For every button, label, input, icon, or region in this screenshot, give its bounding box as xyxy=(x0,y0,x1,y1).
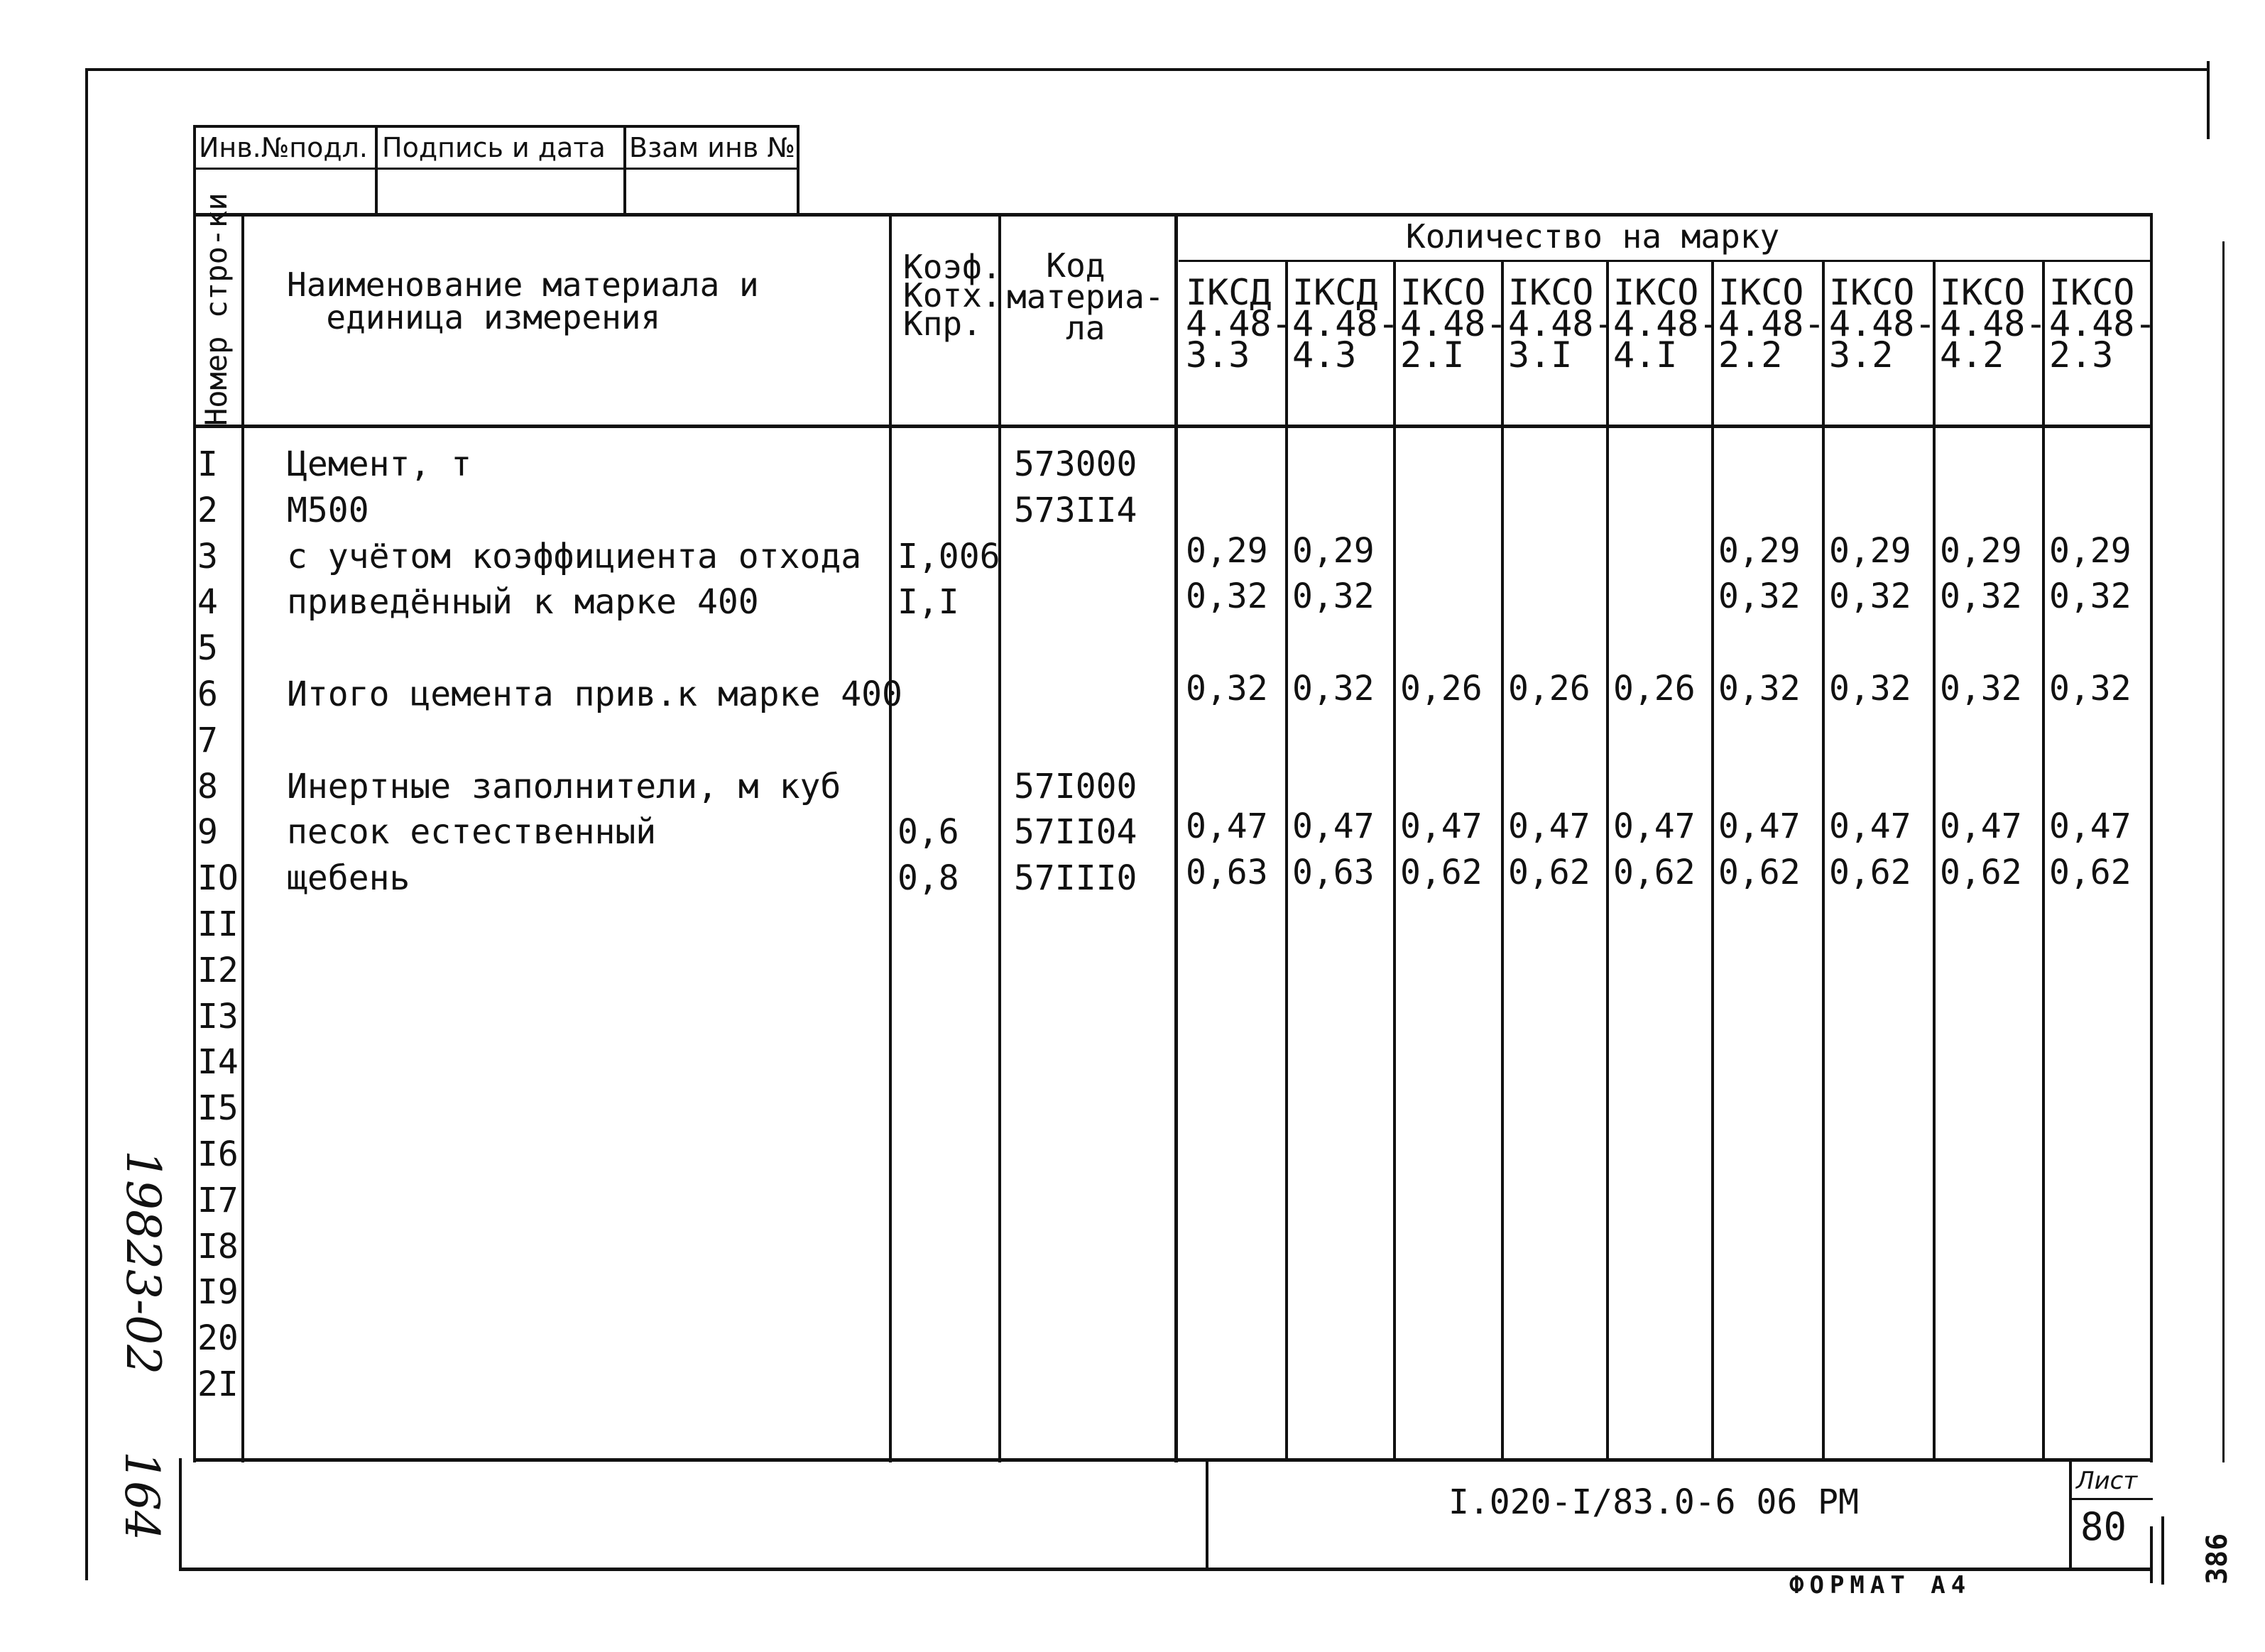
material-name: Инертные заполнители, м куб xyxy=(287,766,841,806)
album-page-number: 386 xyxy=(2201,1533,2234,1585)
quantity-value: 0,29 xyxy=(2049,530,2132,571)
coef-value: 0,6 xyxy=(897,812,959,853)
mark-column-line xyxy=(2042,260,2045,1461)
quantity-value: 0,47 xyxy=(1400,806,1483,847)
material-name: щебень xyxy=(287,858,410,899)
quantity-value: 0,29 xyxy=(1718,530,1801,571)
quantity-value: 0,32 xyxy=(1829,576,1911,617)
material-code: 57III0 xyxy=(1014,858,1137,899)
album-page-divider xyxy=(2161,1516,2164,1585)
row-number: 7 xyxy=(197,720,218,760)
row-number: II xyxy=(197,904,239,944)
material-code: 573II4 xyxy=(1014,490,1137,530)
mark-header: IКСД 4.48- 3.3 xyxy=(1186,272,1293,376)
row-number: 2 xyxy=(197,490,218,530)
sheet-frame-left xyxy=(85,68,88,1580)
handwritten-number: 19823-02 xyxy=(116,1150,170,1375)
row-number: 20 xyxy=(197,1318,239,1359)
row-number: 3 xyxy=(197,536,218,576)
sheet-frame-right-2 xyxy=(2222,241,2225,1462)
quantity-value: 0,47 xyxy=(1186,806,1268,847)
document-code: I.020-I/83.0-6 06 РМ xyxy=(1448,1482,1859,1522)
quantity-value: 0,62 xyxy=(1718,853,1801,893)
header-row-number: Номер стро-ки xyxy=(199,192,234,426)
material-name: Цемент, т xyxy=(287,444,472,484)
coef-value: 0,8 xyxy=(897,858,959,899)
quantity-value: 0,62 xyxy=(1613,853,1696,893)
quantity-value: 0,47 xyxy=(1613,806,1696,847)
quantity-value: 0,62 xyxy=(1829,853,1911,893)
quantity-value: 0,32 xyxy=(1829,669,1911,709)
quantity-value: 0,32 xyxy=(1718,669,1801,709)
row-number: 5 xyxy=(197,628,218,669)
quantity-value: 0,32 xyxy=(1292,669,1375,709)
quantity-value: 0,63 xyxy=(1186,853,1268,893)
mark-column-line xyxy=(1822,260,1825,1461)
handwritten-page: 164 xyxy=(114,1451,169,1541)
mark-column-line xyxy=(1606,260,1609,1461)
material-name: М500 xyxy=(287,490,369,530)
row-number: I6 xyxy=(197,1134,239,1174)
mark-header: IКСО 4.48- 3.I xyxy=(1508,272,1615,376)
row-number: 4 xyxy=(197,582,218,623)
mark-column-line xyxy=(1711,260,1714,1461)
quantity-value: 0,47 xyxy=(1829,806,1911,847)
quantity-value: 0,47 xyxy=(1292,806,1375,847)
quantity-value: 0,32 xyxy=(1940,669,2022,709)
coef-value: I,I xyxy=(897,582,959,623)
quantity-value: 0,62 xyxy=(1940,853,2022,893)
stamp-signature-date: Подпись и дата xyxy=(382,132,606,163)
row-number: 2I xyxy=(197,1364,239,1404)
material-name: Итого цемента прив.к марке 400 xyxy=(287,674,902,714)
mark-header: IКСО 4.48- 2.3 xyxy=(2049,272,2156,376)
quantity-value: 0,62 xyxy=(1400,853,1483,893)
row-number: I7 xyxy=(197,1180,239,1220)
mark-column-line xyxy=(1501,260,1504,1461)
quantity-value: 0,47 xyxy=(1718,806,1801,847)
row-number: I4 xyxy=(197,1042,239,1083)
mark-column-line xyxy=(1933,260,1936,1461)
quantity-value: 0,29 xyxy=(1829,530,1911,571)
mark-column-line xyxy=(1393,260,1396,1461)
quantity-value: 0,32 xyxy=(1186,576,1268,617)
sheet-number: 80 xyxy=(2080,1504,2127,1549)
row-number: I xyxy=(197,444,218,484)
quantity-value: 0,32 xyxy=(2049,669,2132,709)
mark-header: IКСО 4.48- 4.I xyxy=(1613,272,1720,376)
header-code: Код материа- ла xyxy=(1007,246,1164,347)
quantity-value: 0,62 xyxy=(1508,853,1590,893)
material-code: 573000 xyxy=(1014,444,1137,484)
sheet-label: Лист xyxy=(2076,1467,2138,1495)
quantity-value: 0,29 xyxy=(1186,530,1268,571)
row-number: I5 xyxy=(197,1088,239,1129)
mark-header: IКСО 4.48- 4.2 xyxy=(1940,272,2047,376)
row-number: 9 xyxy=(197,812,218,853)
row-number: I9 xyxy=(197,1272,239,1313)
header-material-name: Наименование материала и единица измерения xyxy=(287,266,759,337)
quantity-value: 0,63 xyxy=(1292,853,1375,893)
mark-header: IКСД 4.48- 4.3 xyxy=(1292,272,1399,376)
row-number: IO xyxy=(197,858,239,899)
format-label: ФОРМАТ А4 xyxy=(1789,1571,1972,1599)
quantity-value: 0,32 xyxy=(1940,576,2022,617)
quantity-value: 0,29 xyxy=(1940,530,2022,571)
material-code: 57II04 xyxy=(1014,812,1137,853)
quantity-value: 0,26 xyxy=(1508,669,1590,709)
mark-header: IКСО 4.48- 2.I xyxy=(1400,272,1507,376)
row-number: I8 xyxy=(197,1226,239,1267)
quantity-value: 0,29 xyxy=(1292,530,1375,571)
sheet-frame-top xyxy=(85,68,2208,71)
mark-header: IКСО 4.48- 3.2 xyxy=(1829,272,1936,376)
header-quantity: Количество на марку xyxy=(1406,217,1780,256)
quantity-value: 0,62 xyxy=(2049,853,2132,893)
material-code: 57I000 xyxy=(1014,766,1137,806)
quantity-value: 0,32 xyxy=(1292,576,1375,617)
quantity-value: 0,47 xyxy=(1508,806,1590,847)
row-number: 6 xyxy=(197,674,218,714)
quantity-value: 0,32 xyxy=(1718,576,1801,617)
quantity-value: 0,32 xyxy=(2049,576,2132,617)
stamp-inv-podl: Инв.№подл. xyxy=(199,132,369,163)
mark-header: IКСО 4.48- 2.2 xyxy=(1718,272,1825,376)
row-number: I3 xyxy=(197,996,239,1036)
sheet-frame-right xyxy=(2207,61,2210,139)
coef-value: I,006 xyxy=(897,536,1000,576)
material-name: с учётом коэффициента отхода xyxy=(287,536,862,576)
stamp-vzam-inv: Взам инв № xyxy=(629,132,795,163)
material-name: песок естественный xyxy=(287,812,657,853)
row-number: 8 xyxy=(197,766,218,806)
mark-column-line xyxy=(1285,260,1288,1461)
quantity-value: 0,26 xyxy=(1400,669,1483,709)
quantity-value: 0,26 xyxy=(1613,669,1696,709)
header-coef: Коэф. Котх. Кпр. xyxy=(903,248,1002,343)
row-number: I2 xyxy=(197,950,239,990)
quantity-value: 0,47 xyxy=(2049,806,2132,847)
quantity-value: 0,47 xyxy=(1940,806,2022,847)
quantity-value: 0,32 xyxy=(1186,669,1268,709)
material-name: приведённый к марке 400 xyxy=(287,582,759,623)
